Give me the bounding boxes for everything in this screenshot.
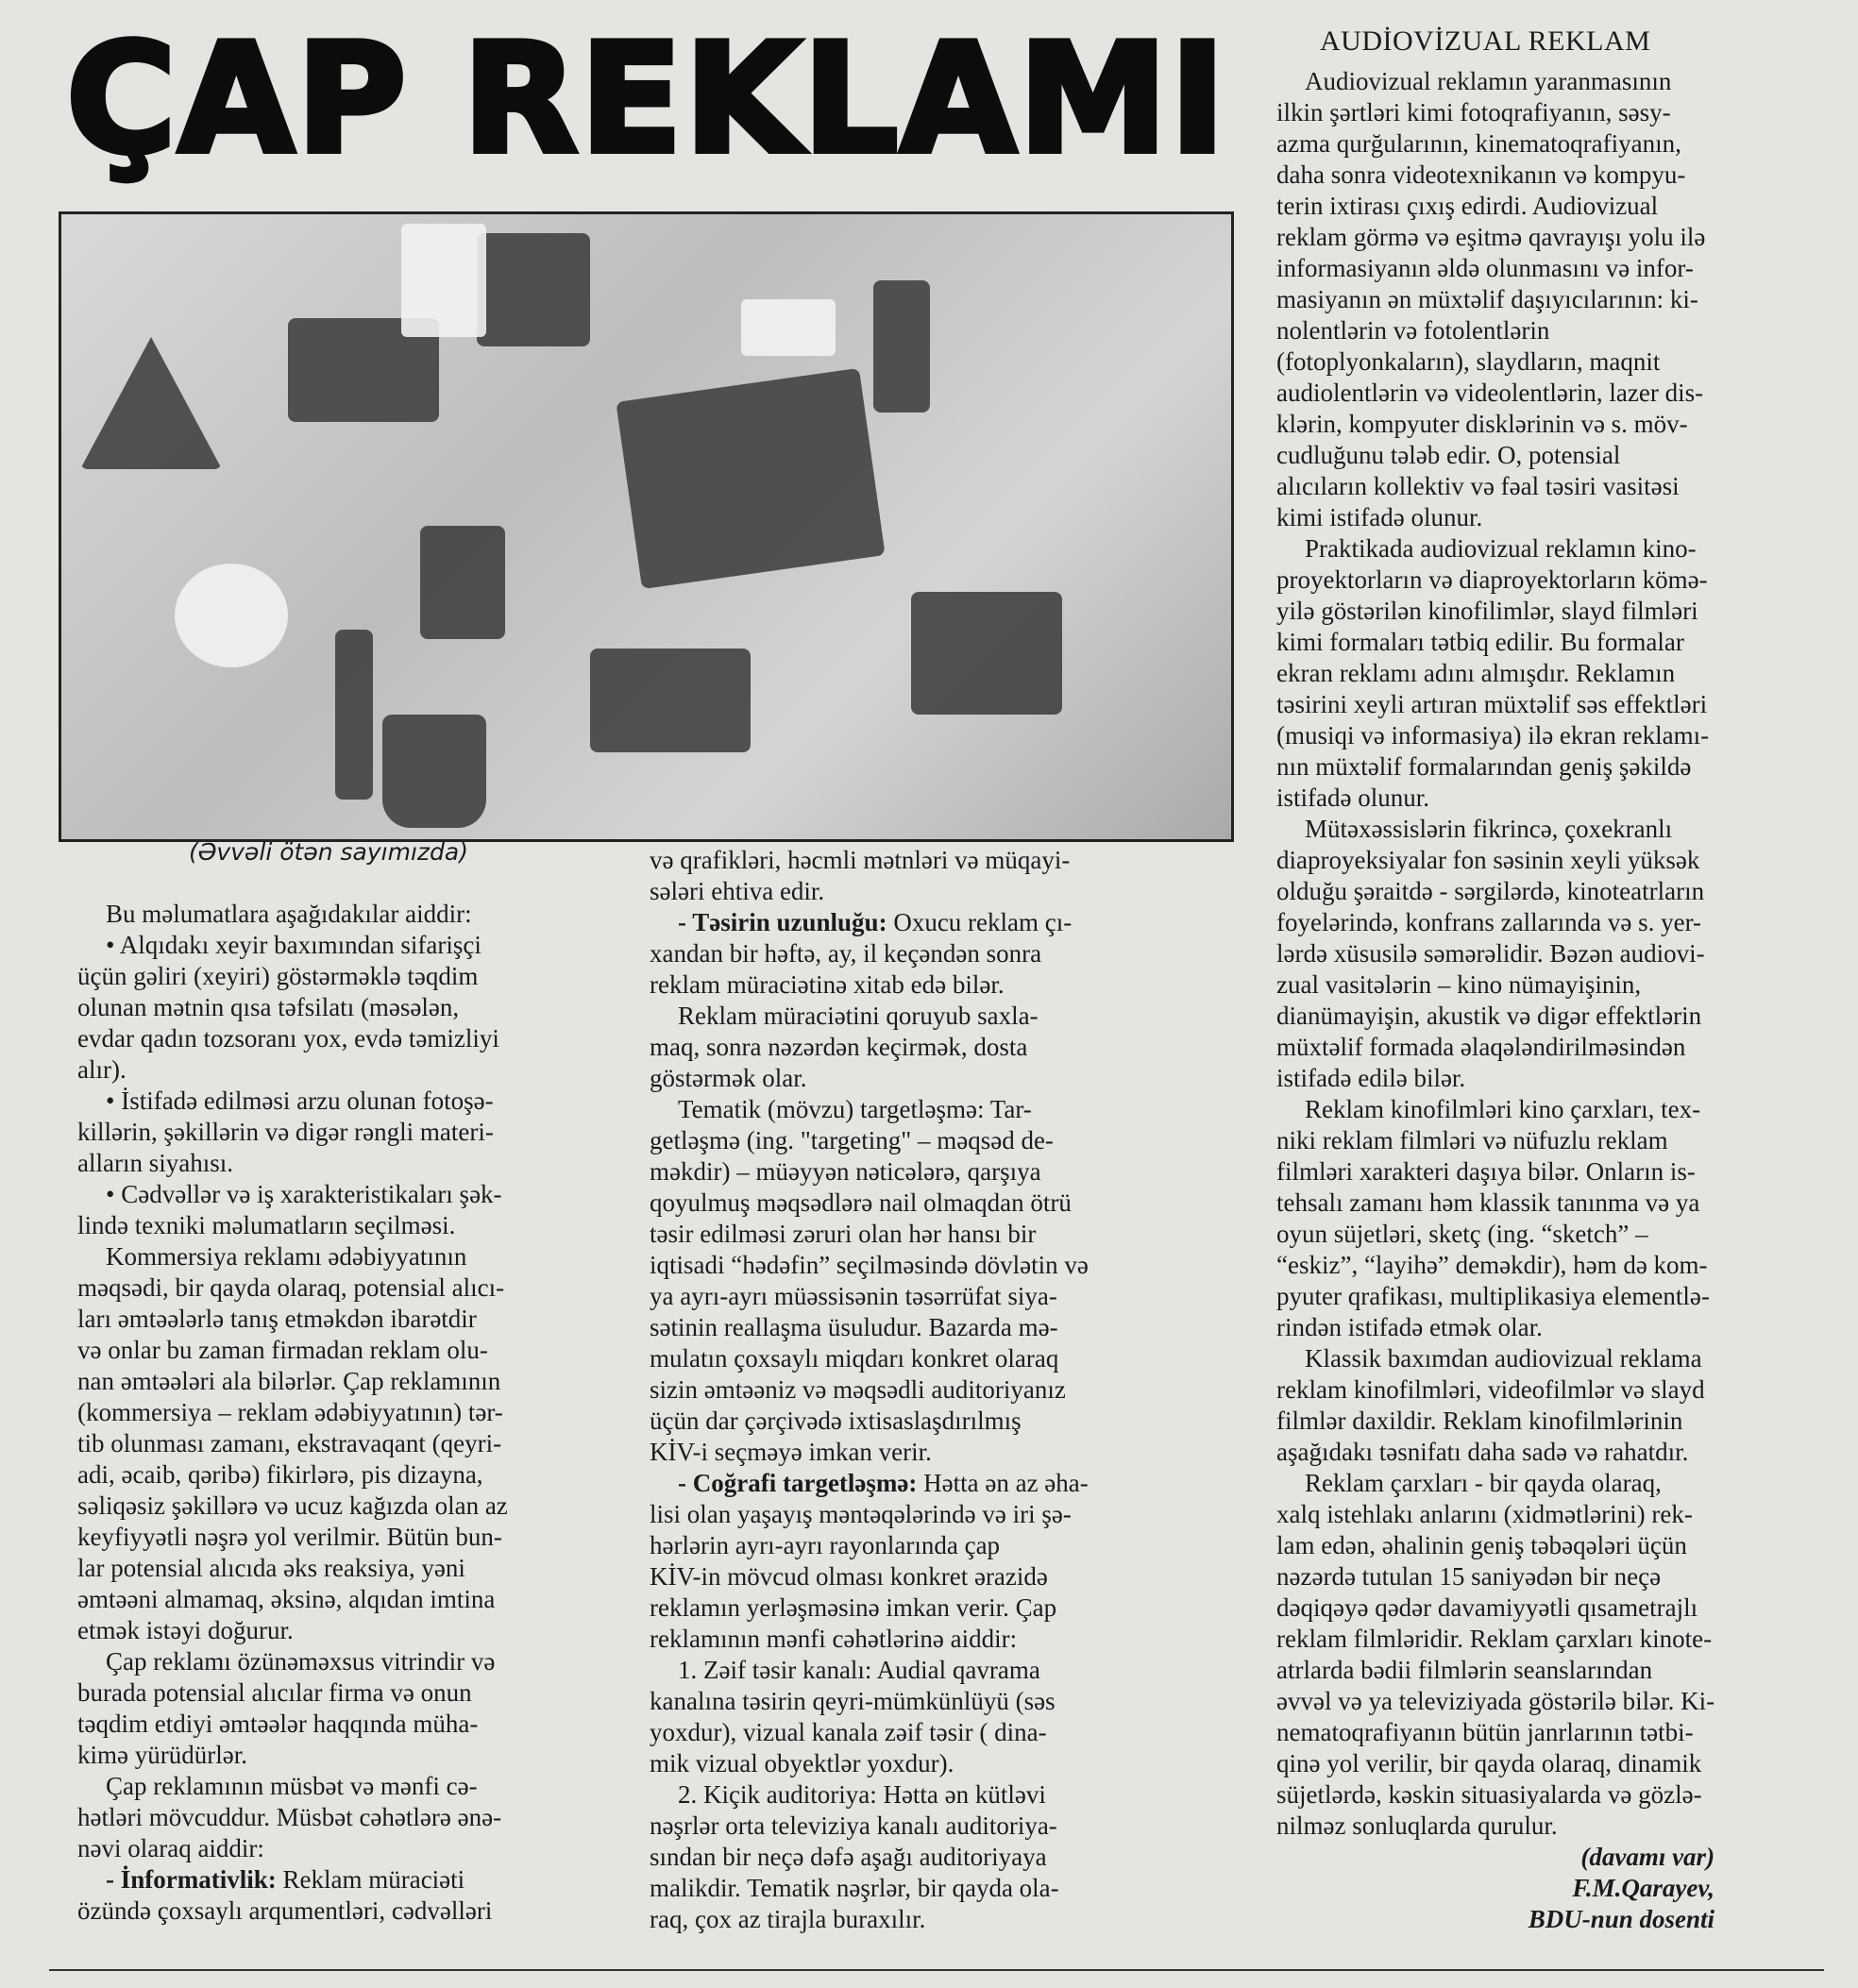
line-text: oyun süjetləri, sketç (ing. “sketch” – [1276,1220,1648,1248]
text-line [650,969,1089,1001]
line-text: reklamın yerləşməsinə imkan verir. Çap [650,1593,1057,1622]
text-line [650,1125,1089,1156]
text-line [650,1624,1089,1655]
promotional-products-photo [59,211,1234,842]
line-text: ya ayrı-ayrı müəssisənin təsərrüfat siya- [650,1282,1057,1310]
line-text: “eskiz”, “layihə” deməkdir), həm də kom- [1276,1251,1708,1279]
text-line [650,1717,1089,1748]
text-line [1276,1686,1714,1717]
line-text: Mütəxəssislərin fikrincə, çoxekranlı [1305,815,1673,843]
text-line [77,1491,508,1522]
text-line [1276,1437,1714,1468]
text-line [1276,1125,1714,1156]
text-line [650,1219,1089,1250]
line-text: diaproyeksiyalar fon səsinin xeyli yüksək [1276,846,1700,874]
text-line [650,1437,1089,1468]
line-text: killərin, şəkillərin və digər rəngli materi- [77,1118,494,1146]
line-text: alır). [77,1055,127,1084]
article-column-2 [650,845,1089,1935]
line-text: alların siyahısı. [77,1149,233,1177]
line-text: atrlarda bədii filmlərin seanslarından [1276,1656,1653,1684]
line-text: Çap reklamının müsbət və mənfi cə- [106,1772,478,1800]
line-text: niki reklam filmləri və nüfuzlu reklam [1276,1126,1668,1154]
text-line [1276,845,1714,876]
text-line [1276,128,1714,160]
text-line [1276,1032,1714,1063]
text-line [77,1335,508,1366]
text-line [1276,284,1714,315]
text-line [77,1895,508,1927]
text-line [1276,1063,1714,1094]
text-line [1276,814,1714,845]
line-text: reklam filmləridir. Reklam çarxları kinote- [1276,1625,1713,1653]
line-text: mik vizual obyektlər yoxdur). [650,1749,954,1777]
line-text: olduğu şəraitdə - sərgilərdə, kinoteatrların [1276,877,1705,905]
line-text: istifadə olunur. [1276,783,1429,812]
text-line [650,1686,1089,1717]
text-line [77,1241,508,1272]
text-line [1276,222,1714,253]
article-column-3 [1276,66,1714,1935]
line-text: süjetlərdə, kəskin situasiyalarda və gözlə- [1276,1780,1702,1809]
text-line [1276,1250,1714,1281]
line-text: qoyulmuş məqsədlərə nail olmaqdan ötrü [650,1188,1072,1217]
line-text: evdar qadın tozsoranı yox, evdə təmizliyi [77,1024,499,1053]
line-text: 2. Kiçik auditoriya: Hətta ən kütləvi [678,1780,1046,1809]
text-line [1276,440,1714,471]
text-line [650,1904,1089,1935]
line-text: audiolentlərin və videolentlərin, lazer dis- [1276,379,1704,407]
bold-term: - Coğrafi targetləşmə: [678,1469,918,1497]
line-text: sından bir neçə dəfə aşağı auditoriyaya [650,1843,1047,1871]
text-line [1276,907,1714,938]
text-line [650,1001,1089,1032]
line-text: Reklam müraciəti [276,1865,465,1894]
text-line [1276,627,1714,658]
text-line [77,1864,508,1895]
text-line [1276,720,1714,751]
author-name: F.M.Qarayev, [1572,1874,1715,1902]
line-text: qinə yol verilir, bir qayda olaraq, dinamik [1276,1749,1702,1777]
text-line [77,1802,508,1833]
text-line [77,961,508,992]
text-line [650,1873,1089,1904]
text-line [1276,1343,1714,1374]
line-text: lam edən, əhalinin geniş təbəqələri üçün [1276,1531,1687,1559]
line-text: nın müxtəlif formalarından geniş şəkildə [1276,752,1692,781]
author-title: BDU-nun dosenti [1528,1905,1715,1933]
line-text: kimə yürüdürlər. [77,1741,247,1769]
text-line [1276,1094,1714,1125]
line-text: (musiqi və informasiya) ilə ekran reklamı- [1276,721,1710,750]
text-line [650,1499,1089,1530]
cap-shape [80,337,222,469]
text-line [77,1615,508,1646]
text-line [650,1811,1089,1842]
line-text: tehsalı zamanı həm klassik tanınma və ya [1276,1188,1700,1217]
text-line [1276,1717,1714,1748]
text-line [650,1748,1089,1779]
text-line [1276,1530,1714,1561]
bold-term: - İnformativlik: [106,1865,277,1894]
text-line [1276,1406,1714,1437]
line-text: lərdə xüsusilə səmərəlidir. Bəzən audiovi- [1276,939,1705,968]
text-line [650,1374,1089,1406]
text-line [77,1304,508,1335]
shirt-shape [477,233,590,346]
line-text: azma qurğularının, kinematoqrafiyanın, [1276,129,1681,158]
line-text: məkdir) – müəyyən nəticələrə, qarşıya [650,1157,1041,1186]
line-text: təqdim etdiyi əmtəələr haqqında müha- [77,1710,479,1738]
line-text: tib olunması zamanı, ekstravaqant (qeyri- [77,1429,502,1457]
text-line [650,1842,1089,1873]
text-line [650,1032,1089,1063]
text-line [77,1272,508,1304]
line-text: lisi olan yaşayış məntəqələrində və iri şə- [650,1500,1072,1528]
line-text: klərin, kompyuter disklərinin və s. möv- [1276,410,1688,438]
text-line [77,1584,508,1615]
text-line [77,1709,508,1740]
line-text: filmləri xarakteri daşıya bilər. Onların is- [1276,1157,1696,1186]
text-line [1276,1374,1714,1406]
line-text: Bu məlumatlara aşağıdakılar aiddir: [106,900,472,928]
line-text: səliqəsiz şəkillərə və ucuz kağızda olan az [77,1491,508,1520]
line-text: rindən istifadə etmək olar. [1276,1313,1543,1341]
line-text: zual vasitələrin – kino nümayişinin, [1276,970,1642,999]
line-text: • Alqıdakı xeyir baxımından sifarişçi [106,931,481,959]
text-line [1276,938,1714,969]
bold-term: - Təsirin uzunluğu: [678,908,887,936]
text-line [1276,1779,1714,1811]
line-text: hərlərin ayrı-ayrı rayonlarında çap [650,1531,1001,1559]
text-line [1276,97,1714,128]
line-text: dianümayişin, akustik və digər effektlərin [1276,1002,1702,1030]
line-text: KİV-i seçməyə imkan verir. [650,1438,932,1466]
line-text: KİV-in mövcud olması konkret ərazidə [650,1562,1048,1591]
line-text: aşağıdakı təsnifatı daha sadə və rahatdır. [1276,1438,1689,1466]
article-title: ÇAP REKLAMI [66,10,1227,187]
text-line [77,992,508,1023]
text-line [650,845,1089,876]
line-text: • Cədvəllər və iş xarakteristikaları şək- [106,1180,502,1208]
text-line [77,1677,508,1709]
line-text: üçün dar çərçivədə ixtisaslaşdırılmış [650,1407,1022,1435]
mug-shape [382,715,486,828]
text-line [77,1117,508,1148]
line-text: istifadə edilə bilər. [1276,1064,1466,1092]
text-line [1276,1748,1714,1779]
line-text: və onlar bu zaman firmadan reklam olu- [77,1336,488,1364]
text-line [650,1779,1089,1811]
line-text: Çap reklamı özünəməxsus vitrindir və [106,1647,496,1676]
text-line [1276,1156,1714,1188]
line-text: Reklam müraciətini qoruyub saxla- [678,1002,1039,1030]
line-text: dəqiqəyə qədər davamiyyətli qısametrajlı [1276,1593,1698,1622]
line-text: lində texniki məlumatların seçilməsi. [77,1211,456,1239]
line-text: Kommersiya reklamı ədəbiyyatının [106,1242,467,1271]
text-line [77,899,508,930]
line-text: • İstifadə edilməsi arzu olunan fotoşə- [106,1087,494,1115]
text-line [1276,658,1714,689]
line-text: Reklam çarxları - bir qayda olaraq, [1305,1469,1662,1497]
line-text: malikdir. Tematik nəşrlər, bir qayda ola- [650,1874,1059,1902]
line-text: ekran reklamı adını almışdır. Reklamın [1276,659,1676,687]
line-text: terin ixtirası çıxış edirdi. Audiovizual [1276,192,1659,220]
line-text: nolentlərin və fotolentlərin [1276,316,1550,345]
line-text: nəzərdə tutulan 15 saniyədən bir neçə [1276,1562,1662,1591]
text-line [1276,1188,1714,1219]
line-text: filmlər daxildir. Reklam kinofilmlərinin [1276,1407,1683,1435]
line-text: foyelərində, konfrans zallarında və s. yer- [1276,908,1702,936]
line-text: 1. Zəif təsir kanalı: Audial qavrama [678,1656,1040,1684]
line-text: sizin əmtəəniz və məqsədli auditoriyanız [650,1375,1066,1404]
text-line [1276,346,1714,378]
text-line [650,1592,1089,1624]
text-line [1276,564,1714,596]
article-column-1 [77,899,508,1927]
line-text: (fotoplyonkaların), slaydların, maqnit [1276,347,1661,376]
text-line [650,1281,1089,1312]
text-line [1276,1624,1714,1655]
text-line [1276,409,1714,440]
line-text: informasiyanın əldə olunmasını və infor- [1276,254,1694,282]
text-line [77,1740,508,1771]
duffel-bag-shape [590,649,751,752]
text-line [77,1522,508,1553]
line-text: proyektorların və diaproyektorların kömə- [1276,565,1708,594]
continued-note: (davamı var) [1580,1843,1715,1871]
text-line [1276,1561,1714,1592]
line-text: Oxucu reklam çı- [887,908,1073,936]
text-line [1276,471,1714,502]
line-text: təsir edilməsi zəruri olan hər hansı bir [650,1220,1037,1248]
text-line [1276,66,1714,97]
box-shape [741,299,836,356]
line-text: xandan bir həftə, ay, il keçəndən sonra [650,939,1042,968]
text-line [77,1771,508,1802]
line-text: maq, sonra nəzərdən keçirmək, dosta [650,1033,1028,1061]
line-text: olunan mətnin qısa təfsilatı (məsələn, [77,993,460,1021]
line-text: göstərmək olar. [650,1064,807,1092]
line-text: raq, çox az tirajla buraxılır. [650,1905,926,1933]
section-heading: AUDİOVİZUAL REKLAM [1320,25,1651,57]
text-line [77,1553,508,1584]
line-text: özündə çoxsaylı arqumentləri, cədvəlləri [77,1896,493,1925]
text-line [77,1459,508,1491]
line-text: (kommersiya – reklam ədəbiyyatının) tər- [77,1398,503,1426]
text-line [1276,1499,1714,1530]
text-line [1276,969,1714,1001]
line-text: Klassik baxımdan audiovizual reklama [1305,1344,1702,1373]
line-text: təsirini xeyli artıran müxtəlif səs effektləri [1276,690,1708,718]
folder-shape [616,368,885,589]
text-line [1276,1655,1714,1686]
text-line [650,1468,1089,1499]
text-line [1276,315,1714,346]
text-line [650,1406,1089,1437]
text-line [1276,253,1714,284]
text-line [1276,1468,1714,1499]
text-line [77,930,508,961]
line-text: nilməz sonluqlarda qurulur. [1276,1811,1558,1840]
bottom-rule [49,1969,1824,1971]
text-line [650,1312,1089,1343]
text-line [77,1428,508,1459]
line-text: keyfiyyətli nəşrə yol verilmir. Bütün bun- [77,1523,502,1551]
line-text: yilə göstərilən kinofilimlər, slayd filmləri [1276,597,1698,625]
line-text: kanalına təsirin qeyri-mümkünlüyü (səs [650,1687,1056,1715]
text-line [650,1561,1089,1592]
shirt-shape [401,224,486,337]
line-text: sələri ehtiva edir. [650,877,825,905]
text-line [650,1063,1089,1094]
text-line [1276,378,1714,409]
text-line [1276,876,1714,907]
text-line [1276,1001,1714,1032]
text-line [1276,1811,1714,1842]
line-text: burada potensial alıcılar firma və onun [77,1678,472,1707]
line-text: alıcıların kollektiv və fəal təsiri vasitəsi [1276,472,1680,500]
mouse-shape [175,564,288,667]
jacket-shape [420,526,505,639]
bottle-shape [873,280,930,413]
text-line [77,1179,508,1210]
line-text: məqsədi, bir qayda olaraq, potensial alıcı- [77,1273,505,1302]
line-text: reklamının mənfi cəhətlərinə aiddir: [650,1625,1018,1653]
text-line [77,1054,508,1086]
line-text: etmək istəyi doğurur. [77,1616,294,1644]
line-text: əvvəl və ya televiziyada göstərilə bilər. Ki- [1276,1687,1715,1715]
line-text: hətləri mövcuddur. Müsbət cəhətlərə ənə- [77,1803,502,1831]
line-text: Audiovizual reklamın yaranmasının [1305,67,1672,95]
text-line [77,1397,508,1428]
text-line [650,907,1089,938]
line-text: reklam müraciətinə xitab edə bilər. [650,970,1005,999]
text-line [77,1086,508,1117]
line-text: əmtəəni almamaq, əksinə, alqıdan imtina [77,1585,496,1613]
text-line [1276,751,1714,783]
line-text: sətinin reallaşma üsuludur. Bazarda mə- [650,1313,1058,1341]
line-text: reklam kinofilmləri, videofilmlər və slayd [1276,1375,1705,1404]
line-text: reklam görmə və eşitmə qavrayışı yolu ilə [1276,223,1706,251]
line-text: masiyanın ən müxtəlif daşıyıcılarının: ki- [1276,285,1698,313]
text-line [77,1148,508,1179]
thermos-shape [335,630,373,800]
line-text: iqtisadi “hədəfin” seçilməsində dövlətin və [650,1251,1089,1279]
text-line [650,1343,1089,1374]
text-line [650,1250,1089,1281]
text-line [77,1833,508,1864]
line-text: kimi istifadə olunur. [1276,503,1483,531]
text-line [1276,160,1714,191]
line-text: getləşmə (ing. "targeting" – məqsəd de- [650,1126,1054,1154]
text-line [1276,1281,1714,1312]
text-line [1276,1592,1714,1624]
line-text: ilkin şərtləri kimi fotoqrafiyanın, səsy- [1276,98,1671,126]
line-text: lar potensial alıcıda əks reaksiya, yəni [77,1554,465,1582]
text-line [650,876,1089,907]
text-line [1276,1312,1714,1343]
text-line [77,1210,508,1241]
continued-from-caption: (Əvvəli ötən sayımızda) [189,838,468,866]
text-line [1276,783,1714,814]
text-line [650,1094,1089,1125]
line-text: və qrafikləri, həcmli mətnləri və müqayi- [650,846,1071,874]
text-line [1276,596,1714,627]
line-text: mulatın çoxsaylı miqdarı konkret olaraq [650,1344,1059,1373]
line-text: cudluğunu tələb edir. O, potensial [1276,441,1621,469]
line-text: nan əmtəələri ala bilərlər. Çap reklamının [77,1367,501,1395]
line-text: nəvi olaraq aiddir: [77,1834,264,1862]
text-line [650,938,1089,969]
line-text: nəşrlər orta televiziya kanalı auditoriya- [650,1811,1057,1840]
text-line [77,1366,508,1397]
line-text: müxtəlif formada əlaqələndirilməsindən [1276,1033,1686,1061]
text-line [1276,1219,1714,1250]
line-text: Hətta ən az əha- [917,1469,1089,1497]
line-text: xalq istehlakı anlarını (xidmətlərini) rek- [1276,1500,1693,1528]
line-text: Reklam kinofilmləri kino çarxları, tex- [1305,1095,1701,1123]
text-line [77,1023,508,1054]
line-text: daha sonra videotexnikanın və kompyu- [1276,160,1686,189]
line-text: yoxdur), vizual kanala zəif təsir ( dina- [650,1718,1047,1746]
text-line [1276,533,1714,564]
line-text: pyuter qrafikası, multiplikasiya elementlə- [1276,1282,1710,1310]
text-line [1276,689,1714,720]
text-line [650,1530,1089,1561]
text-line [650,1655,1089,1686]
line-text: üçün gəliri (xeyiri) göstərməklə təqdim [77,962,479,990]
text-line [650,1188,1089,1219]
text-line [650,1156,1089,1188]
text-line [1276,191,1714,222]
line-text: Tematik (mövzu) targetləşmə: Tar- [678,1095,1032,1123]
line-text: adi, əcaib, qəribə) fikirlərə, pis dizayna, [77,1460,483,1489]
towels-shape [911,592,1062,715]
line-text: kimi formaları tətbiq edilir. Bu formalar [1276,628,1684,656]
line-text: Praktikada audiovizual reklamın kino- [1305,534,1697,563]
text-line [1276,502,1714,533]
line-text: ları əmtəələrlə tanış etməkdən ibarətdir [77,1305,477,1333]
text-line [77,1646,508,1677]
line-text: nematoqrafiyanın bütün janrlarının tətbi- [1276,1718,1694,1746]
